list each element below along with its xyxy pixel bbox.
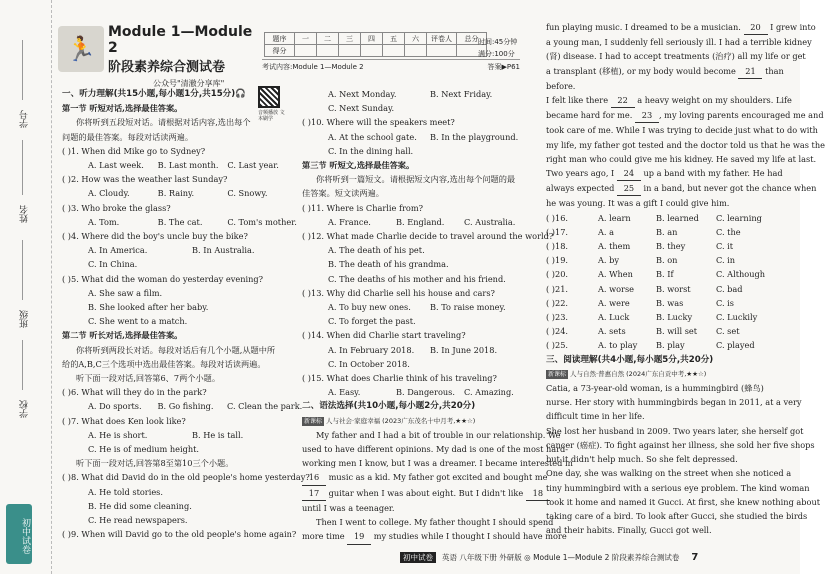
option-text: A. Luck: [598, 312, 630, 323]
score-cell[interactable]: 得分: [265, 45, 295, 57]
line-text: I grew into: [767, 22, 816, 32]
text-line: A. He told stories.: [88, 486, 163, 497]
text-line: ( )11. Where is Charlie from?: [302, 202, 423, 213]
option-text: A. by: [598, 255, 619, 266]
text-line: One day, she was walking on the street when she noticed a: [546, 468, 792, 479]
option-text: B. In June 2018.: [430, 344, 498, 355]
choice-row: [546, 310, 781, 324]
line-text: up a band with my father. He had: [640, 168, 783, 179]
text-line: ( )12. What made Charlie decide to travel around the world?: [302, 231, 554, 242]
text-line: [302, 529, 567, 544]
option-text: B. Last month.: [157, 160, 219, 171]
text-line: C. The deaths of his mother and his friend.: [328, 273, 506, 284]
option-text: C. Clean the park.: [227, 401, 303, 412]
text-line: [546, 108, 824, 123]
option-text: A. Do sports.: [88, 401, 142, 412]
text-line: ( )8. What did David do in the old people's home yesterday?: [62, 472, 310, 483]
text-line: C. In China.: [88, 259, 138, 270]
option-text: C. Although: [716, 269, 765, 280]
text-line: ( )10. Where will the speakers meet?: [302, 117, 455, 128]
text-line: ( )9. When will David go to the old people's home again?: [62, 529, 297, 540]
text-line: ( )15. What does Charlie think of his traveling?: [302, 373, 497, 384]
text-line: took care of me. While I was trying to decide just what to do with: [546, 125, 818, 136]
qr-caption: 音频播放 文本刷学: [258, 110, 285, 122]
option-text: A. a: [598, 226, 614, 237]
choice-row: [546, 324, 781, 338]
option-text: B. If: [656, 269, 674, 280]
score-cell[interactable]: [427, 45, 457, 57]
text-line: ( )2. How was the weather last Sunday?: [62, 174, 228, 185]
option-text: B. The cat.: [157, 216, 203, 227]
line-text: a heavy weight on my shoulders. Life: [634, 95, 792, 106]
option-text: B. He is tall.: [192, 429, 244, 440]
text-line: tiny hummingbird with a serious eye problem. The kind woman: [546, 482, 810, 493]
line-text: became hard for me.: [546, 110, 635, 121]
line-text: Two years ago, I: [546, 168, 617, 179]
option-text: A. In February 2018.: [328, 344, 415, 355]
line-text: in a band, but never got the chance when: [640, 183, 817, 194]
score-cell[interactable]: [339, 45, 361, 57]
subtitle: 公众号"清澈分享库": [153, 79, 225, 88]
text-line: nurse. Her story with hummingbirds began in 2011, at a very: [546, 397, 802, 408]
option-text: A. France.: [328, 216, 371, 227]
text-line: C. In the dining hall.: [328, 145, 414, 156]
score-cell[interactable]: [361, 45, 383, 57]
question-number: ( )22.: [546, 297, 569, 308]
text-line: my life, my father got tested and the doctor told us that he was the: [546, 139, 825, 150]
text-line: 第二节 听长对话,选择最佳答案。: [62, 330, 183, 341]
text-line: [546, 181, 817, 196]
text-line: [546, 20, 816, 35]
blank-field[interactable]: 20: [744, 20, 768, 35]
option-text: B. was: [656, 297, 684, 308]
score-cell: 四: [361, 33, 383, 45]
answer-ref: 答案▶P61: [487, 63, 520, 71]
text-line: [302, 130, 532, 144]
option-text: A. To buy new ones.: [328, 302, 411, 313]
text-line: [62, 215, 297, 229]
option-text: A. In America.: [88, 245, 148, 256]
line-text: , my loving parents encouraged me and: [658, 110, 824, 121]
text-line: [546, 64, 784, 79]
blank-field[interactable]: 19: [347, 529, 371, 544]
runner-illustration-icon: 🏃: [58, 26, 104, 72]
column-1: [62, 87, 310, 542]
option-text: A. Next Monday.: [328, 89, 397, 99]
question-number: ( )19.: [546, 255, 569, 266]
choice-row: [546, 338, 781, 352]
text-line: 你将听到一篇短文。请根据短文内容,选出每个问题的最: [316, 174, 516, 185]
footer-badge: 初中试卷: [400, 552, 436, 563]
option-text: A. them: [598, 241, 631, 252]
full-score: 满分:100分: [478, 50, 515, 58]
option-text: C. Tom's mother.: [227, 216, 297, 227]
line-text: more time: [302, 531, 348, 542]
title-line2: 阶段素养综合测试卷: [108, 60, 226, 75]
source-text: 人与自然·普惠自然 (2024广东自贡中考,★★☆): [570, 369, 707, 378]
text-line: ( )13. Why did Charlie sell his house and cars?: [302, 287, 495, 298]
binding-strip: [0, 0, 52, 574]
option-text: A. were: [598, 297, 630, 308]
option-text: C. Luckily: [716, 312, 758, 323]
choice-row: [546, 225, 781, 239]
text-line: ( )5. What did the woman do yesterday evening?: [62, 273, 263, 284]
option-text: C. in: [716, 255, 736, 266]
choice-row: [546, 211, 781, 225]
text-line: ( )3. Who broke the glass?: [62, 202, 171, 213]
exam-header: [58, 24, 258, 88]
blank-field[interactable]: 24: [617, 166, 641, 181]
score-cell: 三: [339, 33, 361, 45]
source-text: 人与社会·家庭幸福 (2023广东茂名十中月考,★★☆): [326, 416, 476, 425]
option-text: A. sets: [598, 326, 626, 337]
source-tag: 新课标: [548, 370, 567, 378]
text-line: ( )4. Where did the boy's uncle buy the bike?: [62, 231, 248, 242]
option-text: B. To raise money.: [430, 302, 506, 313]
text-line: 第一节 听短对话,选择最佳答案。: [62, 103, 183, 114]
option-text: B. England.: [396, 216, 445, 227]
text-line: B. He did some cleaning.: [88, 500, 192, 511]
text-line: cancer (癌症). To fight against her illness, she sold her five shops: [546, 439, 815, 450]
option-text: B. Go fishing.: [157, 401, 214, 412]
option-text: C. the: [716, 226, 741, 237]
text-line: C. In October 2018.: [328, 358, 410, 369]
score-cell: 五: [383, 33, 405, 45]
score-cell: 总分: [457, 33, 487, 45]
score-cell: 评卷人: [427, 33, 457, 45]
option-text: B. worst: [656, 283, 691, 294]
blank-field[interactable]: 18: [526, 486, 550, 501]
text-line: A. She saw a film.: [88, 287, 163, 298]
option-text: A. Last week.: [88, 160, 144, 171]
text-line: [62, 428, 297, 442]
text-line: [546, 93, 792, 108]
line-text: I felt like there: [546, 95, 611, 106]
question-number: ( )25.: [546, 340, 569, 351]
text-line: ( )1. When did Mike go to Sydney?: [62, 145, 206, 156]
text-line: 问题的最佳答案。每段对话读两遍。: [62, 131, 194, 142]
text-line: until I was a teenager.: [302, 502, 395, 513]
divider: [22, 240, 23, 300]
line-text: always expected: [546, 183, 617, 194]
source-tag: 新课标: [304, 417, 323, 425]
option-text: C. Last year.: [227, 160, 279, 171]
time-info: [478, 36, 517, 60]
text-line: took it home and named it Gucci. At first, she knew nothing about: [546, 496, 821, 507]
option-text: B. Lucky: [656, 312, 693, 323]
option-text: B. Rainy.: [157, 188, 195, 199]
text-line: difficult time in her life.: [546, 411, 645, 422]
option-text: A. Easy.: [328, 387, 361, 398]
scope-text: 考试内容:Module 1—Module 2: [262, 63, 364, 71]
exam-scope: [262, 59, 520, 72]
divider: [22, 140, 23, 195]
blank-field[interactable]: 25: [617, 181, 641, 196]
text-line: ( )7. What does Ken look like?: [62, 415, 186, 426]
text-line: A. The death of his pet.: [328, 245, 425, 256]
line-text: fun playing music. I dreamed to be a musician.: [546, 22, 744, 32]
text-line: B. The death of his grandma.: [328, 259, 449, 270]
option-text: C. learning: [716, 212, 762, 223]
text-line: My father and I had a bit of trouble in our relationship. We: [316, 429, 561, 440]
line-text: my studies while I thought I should have more: [371, 531, 567, 542]
option-text: A. Cloudy.: [88, 188, 130, 199]
text-line: 一、听力理解(共15小题,每小题1分,共15分)🎧: [62, 89, 246, 99]
school-label: 学校: [20, 400, 30, 418]
page-footer: [400, 552, 785, 563]
blank-field[interactable]: 16: [302, 470, 326, 485]
text-line: 你将听到五段短对话。请根据对话内容,选出每个: [76, 117, 251, 128]
name-label: 姓名: [20, 205, 30, 223]
class-label: 班级: [20, 310, 30, 328]
text-line: [62, 243, 297, 257]
score-cell[interactable]: [405, 45, 427, 57]
text-line: ( )14. When did Charlie start traveling?: [302, 330, 466, 341]
line-text: than: [762, 65, 784, 76]
option-text: A. to play: [598, 340, 638, 351]
divider: [22, 340, 23, 390]
text-line: [546, 367, 781, 381]
text-line: 听下面一段对话,回答第8至第10三个小题。: [76, 458, 234, 469]
option-text: B. they: [656, 241, 686, 252]
option-text: A. learn: [598, 212, 631, 223]
blank-field[interactable]: 17: [302, 486, 326, 501]
blank-field[interactable]: 22: [611, 93, 635, 108]
score-cell[interactable]: [317, 45, 339, 57]
text-line: 三、阅读理解(共4小题,每小题5分,共20分): [546, 354, 714, 365]
option-text: B. In Australia.: [192, 245, 255, 256]
score-cell: 一: [295, 33, 317, 45]
option-text: A. At the school gate.: [328, 131, 417, 142]
option-text: B. an: [656, 226, 678, 237]
option-text: C. set: [716, 326, 740, 337]
score-cell: 二: [317, 33, 339, 45]
option-text: B. will set: [656, 326, 698, 337]
text-line: working men I know, but I was a dreamer. I became interested in: [302, 458, 573, 469]
time-limit: 时间:45分钟: [478, 38, 518, 46]
text-line: 佳答案。短文读两遍。: [302, 188, 384, 199]
text-line: [302, 87, 532, 101]
score-table: [264, 32, 487, 57]
text-line: [302, 215, 532, 229]
text-line: used to have different opinions. My dad is one of the most hard-: [302, 444, 569, 455]
option-text: C. it: [716, 241, 734, 252]
text-line: [302, 343, 532, 357]
option-text: C. Australia.: [464, 216, 516, 227]
choice-row: [546, 267, 781, 281]
text-line: B. She looked after her baby.: [88, 302, 209, 313]
line-text: a transplant (移植), or my body would become: [546, 65, 739, 76]
text-line: [62, 158, 297, 172]
question-number: ( )17.: [546, 226, 569, 237]
text-line: before.: [546, 80, 576, 91]
text-line: 二、语法选择(共10小题,每小题2分,共20分): [302, 401, 476, 412]
option-text: C. bad: [716, 283, 743, 294]
text-line: C. To forget the past.: [328, 316, 416, 327]
text-line: right man who could give me his kidney. He saved my life at last.: [546, 153, 817, 164]
text-line: [302, 486, 544, 501]
option-text: B. Next Friday.: [430, 89, 493, 99]
score-cell: 六: [405, 33, 427, 45]
option-text: B. learned: [656, 212, 699, 223]
page-number: 7: [691, 552, 699, 563]
choice-row: [546, 239, 781, 253]
text-line: Then I went to college. My father thought I should spend: [316, 517, 554, 528]
choice-row: [546, 296, 781, 310]
option-text: A. Tom.: [88, 216, 120, 227]
choice-row: [546, 253, 781, 267]
question-number: ( )24.: [546, 326, 569, 337]
option-text: B. play: [656, 340, 685, 351]
line-text: guitar when I was about eight. But I didn't like: [326, 487, 526, 498]
score-cell[interactable]: [383, 45, 405, 57]
text-line: ( )6. What will they do in the park?: [62, 387, 207, 398]
text-line: 给的A,B,C三个选项中选出最佳答案。每段对话读两遍。: [62, 358, 266, 369]
text-line: She lost her husband in 2009. Two years later, she herself got: [546, 425, 804, 436]
text-line: [302, 470, 548, 485]
column-3: [546, 20, 825, 537]
text-line: C. She went to a match.: [88, 316, 188, 327]
text-line: [302, 385, 532, 399]
question-number: ( )18.: [546, 241, 569, 252]
text-line: but it didn't help much. So she felt depressed.: [546, 454, 738, 465]
text-line: 听下面一段对话,回答第6、7两个小题。: [76, 373, 221, 384]
student-no-label: 学号: [20, 110, 30, 128]
title-line1: Module 1—Module 2: [108, 24, 253, 56]
option-text: B. Dangerous.: [396, 387, 455, 398]
text-line: a young man, I suddenly fell seriously ill. I had a terrible kidney: [546, 37, 812, 48]
option-text: C. Amazing.: [464, 387, 514, 398]
score-cell[interactable]: [295, 45, 317, 57]
blank-field[interactable]: 21: [738, 64, 762, 79]
line-text: music as a kid. My father got excited and bought me: [326, 472, 548, 483]
text-line: C. Next Sunday.: [328, 103, 395, 114]
divider: [22, 40, 23, 100]
question-number: ( )16.: [546, 212, 569, 223]
text-line: C. He is of medium height.: [88, 444, 200, 455]
text-line: [302, 414, 532, 428]
text-line: [62, 186, 297, 200]
option-text: C. is: [716, 297, 734, 308]
question-number: ( )20.: [546, 269, 569, 280]
text-line: Catia, a 73-year-old woman, is a hummingbird (蜂鸟): [546, 383, 764, 394]
question-number: ( )23.: [546, 312, 569, 323]
text-line: and their habits. Finally, Gucci got well.: [546, 525, 712, 536]
option-text: C. played: [716, 340, 755, 351]
text-line: [62, 399, 303, 413]
brand-logo: 初中试卷: [6, 504, 32, 564]
text-line: (肾) disease. I had to accept treatments (治疗) all my life or get: [546, 51, 806, 62]
option-text: A. worse: [598, 283, 635, 294]
choice-row: [546, 282, 781, 296]
text-line: he was young. It was a gift I could give him.: [546, 198, 730, 209]
option-text: B. on: [656, 255, 678, 266]
option-text: B. In the playground.: [430, 131, 519, 142]
text-line: [302, 300, 532, 314]
option-text: C. Snowy.: [227, 188, 268, 199]
text-line: taking care of a bird. To look after Gucci, she studied the birds: [546, 510, 808, 521]
question-number: ( )21.: [546, 283, 569, 294]
score-cell: 题序: [265, 33, 295, 45]
blank-field[interactable]: 23: [635, 108, 659, 123]
text-line: 你将听到两段长对话。每段对话后有几个小题,从题中所: [76, 344, 276, 355]
option-text: A. He is short.: [88, 429, 148, 440]
footer-subject: 英语 八年级下册 外研版 ◎ Module 1—Module 2 阶段素养综合测试卷: [442, 553, 680, 562]
text-line: [546, 166, 781, 181]
option-text: A. When: [598, 269, 633, 280]
text-line: 第三节 听短文,选择最佳答案。: [302, 160, 415, 171]
text-line: C. He read newspapers.: [88, 515, 188, 526]
